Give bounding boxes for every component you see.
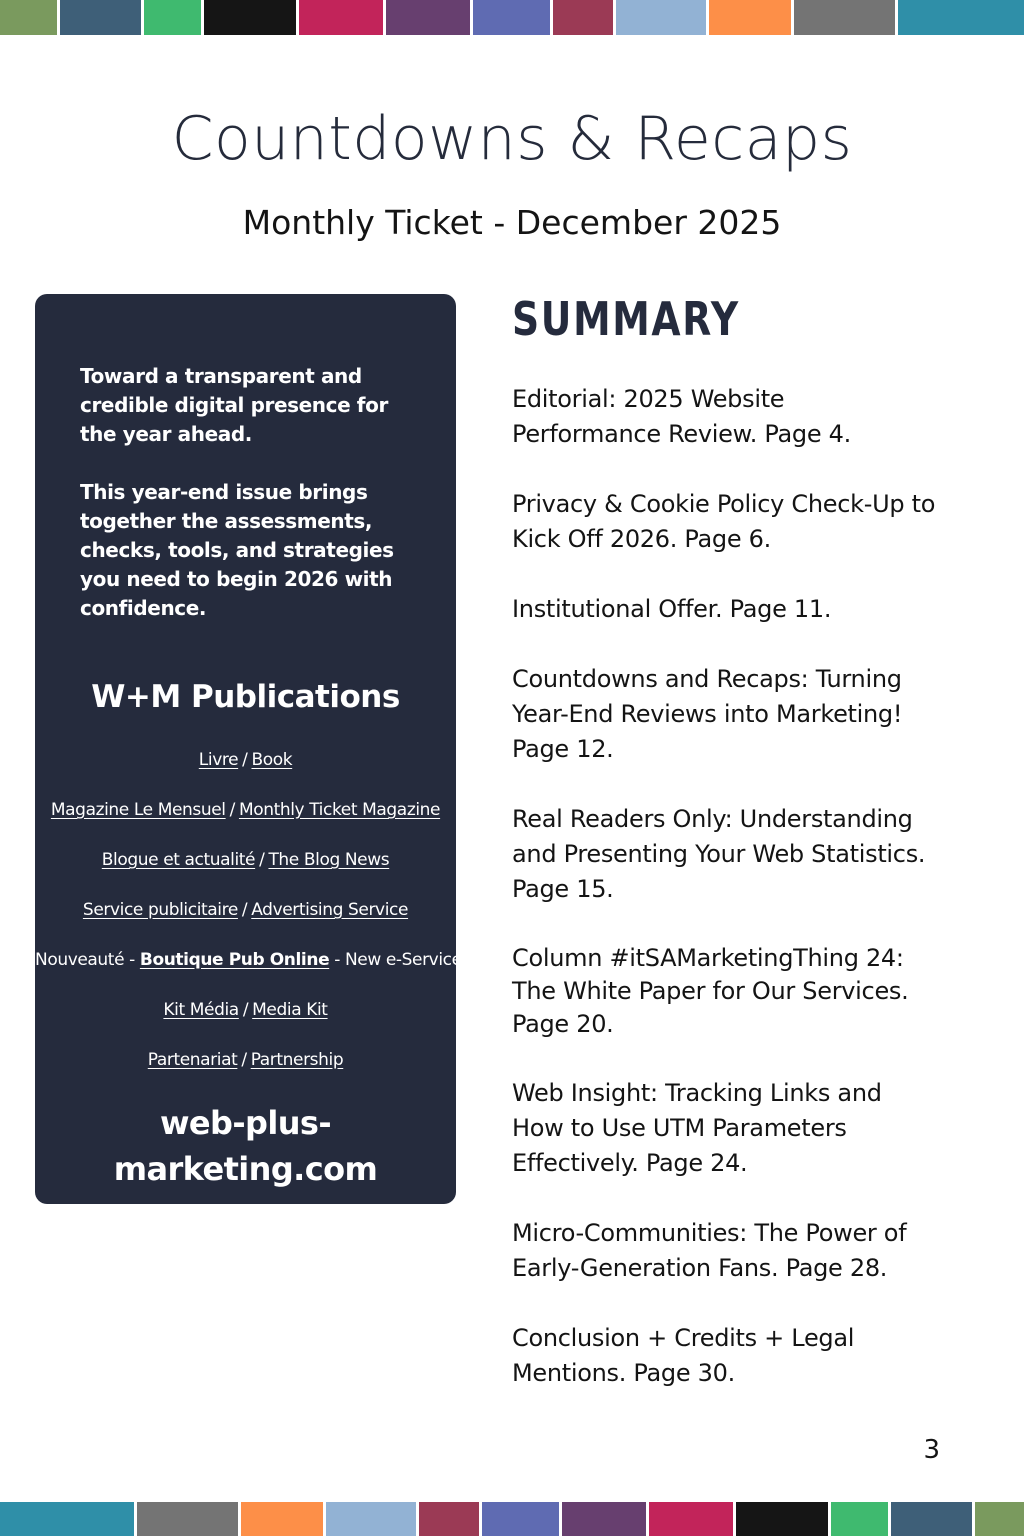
link-row-book [35,745,456,795]
link-livre[interactable]: Livre [198,750,239,770]
color-segment [553,0,613,35]
link-advertising-service[interactable]: Advertising Service [251,900,409,920]
color-segment [0,1502,134,1536]
link-row-partnership [35,1045,456,1095]
color-segment [241,1502,323,1536]
color-segment [473,0,550,35]
link-monthly-ticket-magazine[interactable]: Monthly Ticket Magazine [238,800,441,820]
color-segment [898,0,1024,35]
color-segment [386,0,470,35]
intro-description: This year-end issue brings together the assessments, checks, tools, and strategies you need to begin 2026 with confidence. [80,480,394,620]
intro-tagline: Toward a transparent and credible digital presence for the year ahead. [80,364,388,446]
toc-item: Countdowns and Recaps: Turning Year-End Reviews into Marketing! Page 12. [512,665,903,763]
page-number: 3 [923,1435,940,1465]
color-segment [0,0,57,35]
color-segment [649,1502,733,1536]
link-separator: / [242,1000,249,1020]
link-separator: / [242,750,248,770]
link-magazine-le-mensuel[interactable]: Magazine Le Mensuel [50,800,226,820]
color-segment [562,1502,646,1536]
toc-item: Conclusion + Credits + Legal Mentions. Page 30. [512,1324,855,1387]
link-row-advertising [35,895,456,945]
color-segment [419,1502,479,1536]
toc-item: Privacy & Cookie Policy Check-Up to Kick Off 2026. Page 6. [512,490,936,553]
color-segment [60,0,141,35]
sidebar-intro [80,362,425,652]
link-row-blog [35,845,456,895]
link-row-magazine [35,795,456,845]
publisher-title: W+M Publications [91,679,400,715]
link-partnership[interactable]: Partnership [250,1050,344,1070]
color-segment [144,0,201,35]
link-separator: / [241,900,248,920]
page-title: Countdowns & Recaps [171,104,853,174]
link-separator: / [229,800,235,820]
link-kit-media[interactable]: Kit Média [163,1000,239,1020]
toc-item: Real Readers Only: Understanding and Presenting Your Web Statistics. Page 15. [512,805,926,903]
color-segment [326,1502,416,1536]
color-segment [709,0,791,35]
color-segment [794,0,895,35]
toc-item: Institutional Offer. Page 11. [512,595,832,623]
link-boutique-pub-online[interactable]: Boutique Pub Online [139,950,330,970]
link-the-blog-news[interactable]: The Blog News [268,850,390,870]
color-segment [831,1502,888,1536]
new-prefix: Nouveauté - [35,950,135,970]
link-partenariat[interactable]: Partenariat [147,1050,238,1070]
link-row-boutique [35,945,462,995]
new-suffix: - New e-Service [334,950,462,970]
toc-item: Micro-Communities: The Power of Early-Generation Fans. Page 28. [512,1219,907,1282]
page-subtitle: Monthly Ticket - December 2025 [242,203,782,242]
bottom-color-bar [0,1502,1024,1536]
color-segment [137,1502,238,1536]
publication-links [35,745,462,1095]
toc-item: Web Insight: Tracking Links and How to Use UTM Parameters Effectively. Page 24. [512,1079,882,1177]
color-segment [891,1502,972,1536]
color-segment [482,1502,559,1536]
link-row-media-kit [35,995,456,1045]
link-blogue-et-actualite[interactable]: Blogue et actualité [101,850,256,870]
website-url[interactable]: web-plus-marketing.com [113,1104,378,1188]
top-color-bar [0,0,1024,35]
color-segment [299,0,383,35]
toc-item: Editorial: 2025 Website Performance Review. Page 4. [512,385,851,448]
link-book[interactable]: Book [251,750,293,770]
summary-heading: SUMMARY [512,292,740,346]
color-segment [204,0,296,35]
color-segment [736,1502,828,1536]
color-segment [616,0,706,35]
link-separator: / [259,850,265,870]
link-media-kit[interactable]: Media Kit [252,1000,328,1020]
color-segment [975,1502,1024,1536]
link-separator: / [241,1050,247,1070]
toc-item: Column #itSAMarketingThing 24: The White Paper for Our Services. Page 20. [512,944,909,1038]
link-service-publicitaire[interactable]: Service publicitaire [82,900,238,920]
